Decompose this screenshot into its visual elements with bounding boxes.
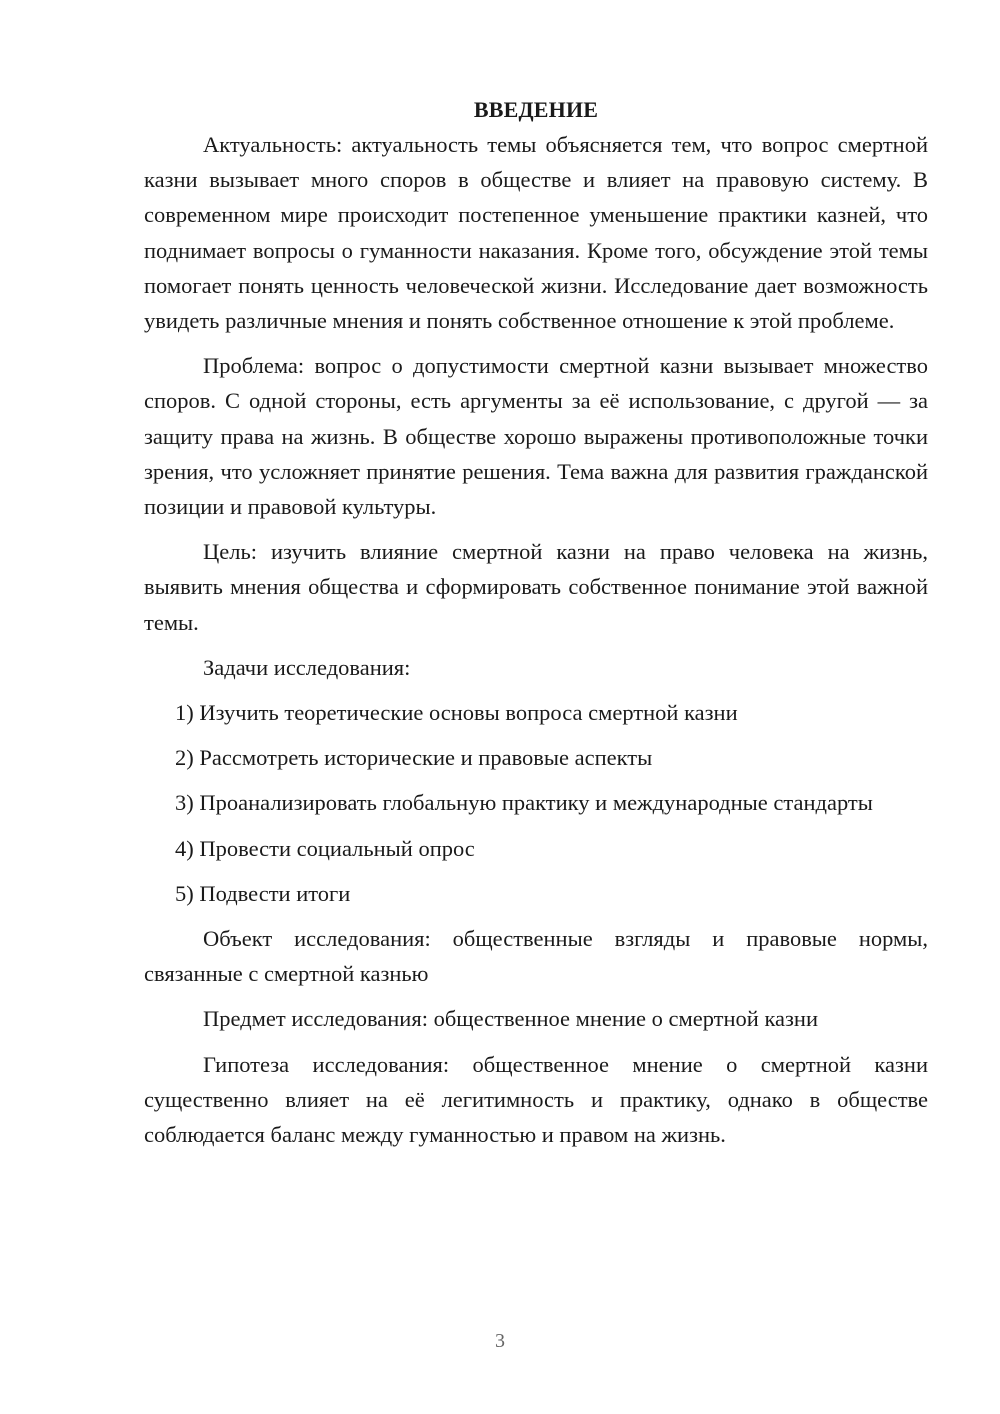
page-number: 3 [495,1330,505,1352]
task-item-4: 4) Провести социальный опрос [175,835,475,861]
paragraph-tasks-heading: Задачи исследования: [203,654,411,680]
task-item-3: 3) Проанализировать глобальную практику и международные стандарты [175,790,873,816]
section-title: ВВЕДЕНИЕ [473,97,599,122]
paragraph-object: Объект исследования: общественные взгляды и правовые нормы, связанные с смертной казнью [144,926,928,987]
task-item-1: 1) Изучить теоретические основы вопроса смертной казни [175,700,738,726]
task-item-2: 2) Рассмотреть исторические и правовые аспекты [175,745,653,771]
task-item-5: 5) Подвести итоги [175,880,351,906]
paragraph-problem: Проблема: вопрос о допустимости смертной казни вызывает множество споров. С одной стороны, есть аргументы за её использование, с другой — за защиту права на жизнь. В обществе хорошо выражены противоположные точки зрения, что усложняет принятие решения. Тема важна для развития гражданской позиции и правовой культуры. [144,353,928,520]
document-page [144,92,928,1162]
paragraph-subject: Предмет исследования: общественное мнение о смертной казни [203,1006,818,1032]
paragraph-relevance: Актуальность: актуальность темы объясняется тем, что вопрос смертной казни вызывает много споров в обществе и влияет на правовую систему. В современном мире происходит постепенное уменьшение практики казней, что поднимает вопросы о гуманности наказания. Кроме того, обсуждение этой темы помогает понять ценность человеческой жизни. Исследование дает возможность увидеть различные мнения и понять собственное отношение к этой проблеме. [144,132,928,334]
paragraph-goal: Цель: изучить влияние смертной казни на право человека на жизнь, выявить мнения общества и сформировать собственное понимание этой важной темы. [144,539,928,635]
paragraph-hypothesis: Гипотеза исследования: общественное мнение о смертной казни существенно влияет на её легитимность и практику, однако в обществе соблюдается баланс между гуманностью и правом на жизнь. [144,1051,928,1148]
